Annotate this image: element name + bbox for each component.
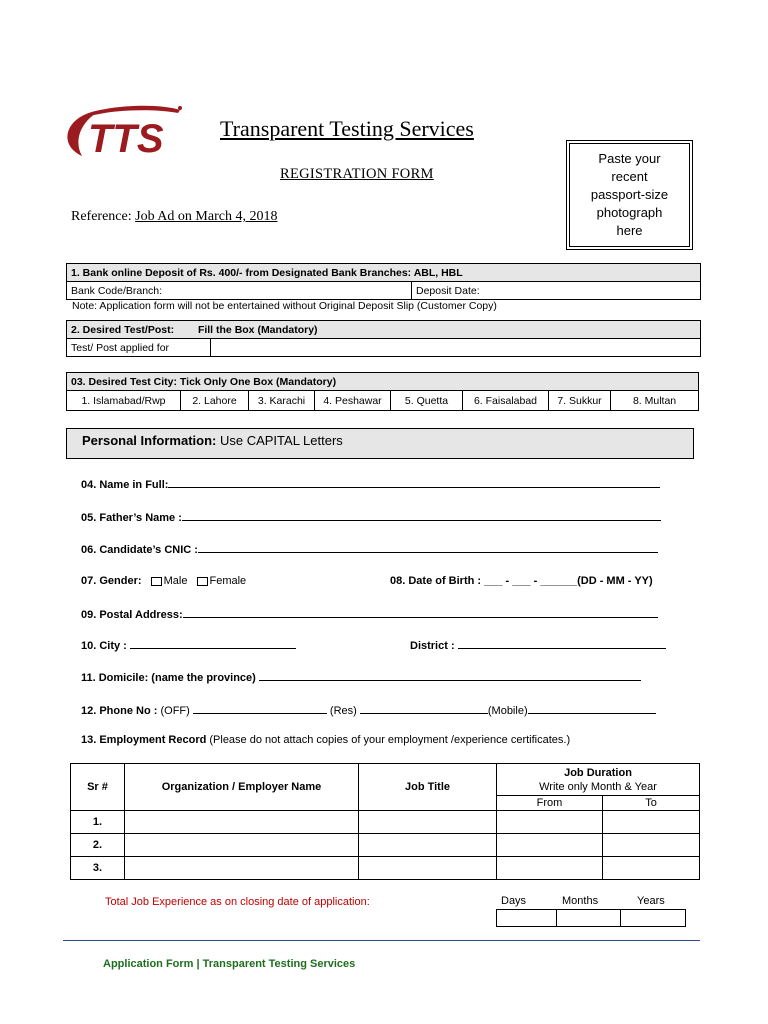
footer-text: Application Form | Transparent Testing Services <box>103 958 356 970</box>
reference <box>71 209 277 225</box>
domicile-label: 11. Domicile: (name the province) <box>81 672 256 684</box>
organization-cell[interactable] <box>125 834 359 857</box>
footer-divider <box>63 940 700 941</box>
male-label: Male <box>163 575 188 587</box>
deposit-date-field[interactable]: Deposit Date: <box>412 282 701 300</box>
from-cell[interactable] <box>497 834 603 857</box>
header-job-title: Job Title <box>359 764 497 811</box>
org-title: Transparent Testing Services <box>220 116 474 141</box>
header-from: From <box>497 796 603 811</box>
name-label: 04. Name in Full: <box>81 479 169 491</box>
post-applied-label: Test/ Post applied for <box>67 339 211 357</box>
duration-subtitle: Write only Month & Year <box>539 780 657 793</box>
duration-title: Job Duration <box>564 766 632 779</box>
from-cell[interactable] <box>497 857 603 880</box>
female-checkbox[interactable] <box>197 577 208 586</box>
table-row <box>71 857 700 880</box>
dob-label: 08. Date of Birth : ___ - ___ - ______(DD - MM - YY) <box>390 575 653 587</box>
name-field[interactable] <box>81 478 660 491</box>
employment-label: 13. Employment Record <box>81 734 210 746</box>
post-applied-input[interactable] <box>211 339 701 357</box>
logo-text: TTS <box>88 117 164 161</box>
total-experience-label: Total Job Experience as on closing date of application: <box>105 896 370 908</box>
phone-res-label: (Res) <box>329 705 357 717</box>
personal-info-instruction: Use CAPITAL Letters <box>216 433 343 448</box>
deposit-note: Note: Application form will not be entertained without Original Deposit Slip (Customer Copy) <box>72 300 497 312</box>
experience-table <box>496 909 686 927</box>
male-checkbox[interactable] <box>151 577 162 586</box>
from-cell[interactable] <box>497 811 603 834</box>
photo-note: Paste your recent passport-size photograph here <box>590 151 669 238</box>
to-cell[interactable] <box>603 857 700 880</box>
district-field[interactable] <box>410 639 666 652</box>
tts-logo <box>62 104 190 162</box>
days-input[interactable] <box>497 910 557 927</box>
cnic-field[interactable] <box>81 543 658 556</box>
desired-post-section <box>66 320 701 357</box>
test-city-section <box>66 372 699 411</box>
employment-note: (Please do not attach copies of your employment /experience certificates.) <box>209 734 571 746</box>
years-input[interactable] <box>621 910 686 927</box>
city-option-karachi[interactable]: 3. Karachi <box>249 391 315 411</box>
employment-table <box>70 763 700 880</box>
photo-box[interactable] <box>566 140 693 250</box>
city-option-peshawar[interactable]: 4. Peshawar <box>315 391 391 411</box>
row-number: 1. <box>71 811 125 834</box>
form-title: REGISTRATION FORM <box>280 166 434 182</box>
bank-deposit-section <box>66 263 701 300</box>
reference-value: Job Ad on March 4, 2018 <box>135 209 278 224</box>
phone-field[interactable] <box>81 704 656 717</box>
job-title-cell[interactable] <box>359 857 497 880</box>
dob-field[interactable] <box>390 575 653 587</box>
months-input[interactable] <box>557 910 621 927</box>
city-option-multan[interactable]: 8. Multan <box>611 391 699 411</box>
phone-off-label: (OFF) <box>160 705 190 717</box>
section2-title <box>67 321 701 339</box>
section2-instruction: Fill the Box (Mandatory) <box>197 323 318 336</box>
father-name-label: 05. Father’s Name : <box>81 512 182 524</box>
reference-label: Reference: <box>71 209 132 224</box>
to-cell[interactable] <box>603 834 700 857</box>
years-label: Years <box>637 895 665 907</box>
city-option-sukkur[interactable]: 7. Sukkur <box>549 391 611 411</box>
city-option-lahore[interactable]: 2. Lahore <box>181 391 249 411</box>
section1-title: 1. Bank online Deposit of Rs. 400/- from Designated Bank Branches: ABL, HBL <box>67 264 701 282</box>
to-cell[interactable] <box>603 811 700 834</box>
gender-field <box>81 575 246 587</box>
city-option-faisalabad[interactable]: 6. Faisalabad <box>463 391 549 411</box>
table-row <box>71 811 700 834</box>
row-number: 2. <box>71 834 125 857</box>
personal-info-bold: Personal Information: <box>82 433 217 448</box>
organization-cell[interactable] <box>125 857 359 880</box>
job-title-cell[interactable] <box>359 811 497 834</box>
domicile-field[interactable] <box>81 671 641 684</box>
cnic-label: 06. Candidate’s CNIC : <box>81 544 198 556</box>
female-label: Female <box>209 575 247 587</box>
gender-label: 07. Gender: <box>81 575 142 587</box>
city-option-quetta[interactable]: 5. Quetta <box>391 391 463 411</box>
header-organization: Organization / Employer Name <box>125 764 359 811</box>
district-label: District : <box>410 640 455 652</box>
city-label: 10. City : <box>81 640 127 652</box>
days-label: Days <box>501 895 527 907</box>
section2-label: 2. Desired Test/Post: <box>71 323 175 336</box>
table-row <box>71 834 700 857</box>
personal-info-heading <box>66 428 694 459</box>
address-label: 09. Postal Address: <box>81 609 183 621</box>
header-job-duration <box>497 764 700 796</box>
bank-code-field[interactable]: Bank Code/Branch: <box>67 282 412 300</box>
organization-cell[interactable] <box>125 811 359 834</box>
city-option-islamabad[interactable]: 1. Islamabad/Rwp <box>67 391 181 411</box>
header-to: To <box>603 796 700 811</box>
header-sr: Sr # <box>71 764 125 811</box>
row-number: 3. <box>71 857 125 880</box>
section3-title: 03. Desired Test City: Tick Only One Box (Mandatory) <box>67 373 699 391</box>
phone-label: 12. Phone No : <box>81 705 161 717</box>
employment-heading <box>81 734 570 746</box>
father-name-field[interactable] <box>81 511 661 524</box>
months-label: Months <box>562 895 599 907</box>
address-field[interactable] <box>81 608 658 621</box>
job-title-cell[interactable] <box>359 834 497 857</box>
city-field[interactable] <box>81 639 296 652</box>
phone-mobile-label: (Mobile) <box>487 705 528 717</box>
